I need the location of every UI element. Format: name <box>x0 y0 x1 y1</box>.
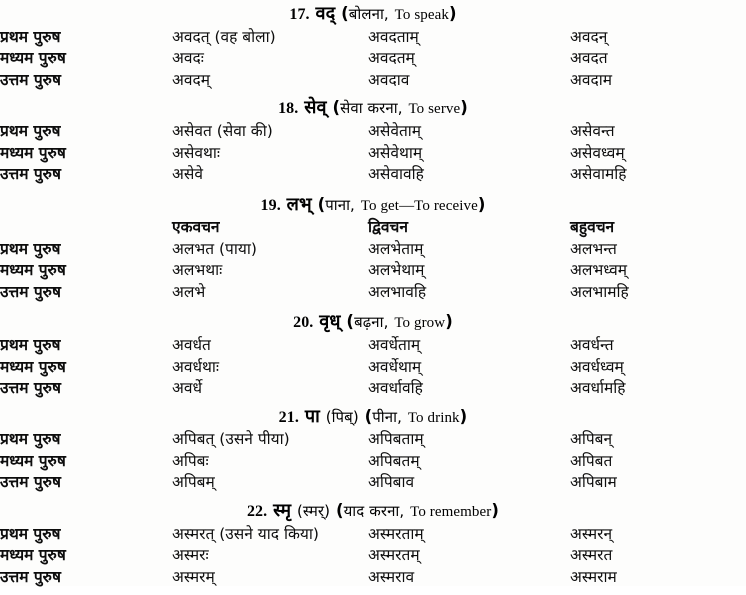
cell-singular: अवदः <box>172 49 204 68</box>
table-row <box>0 451 746 473</box>
cell-dual: अलभेथाम् <box>368 261 425 280</box>
table-row <box>0 260 746 282</box>
conjugation-table <box>0 524 746 589</box>
cell-singular: अवर्धत <box>172 336 211 355</box>
section-heading: 21. पा (पिब्) (पीना, To drink) <box>278 405 468 427</box>
cell-dual: अपिबाव <box>368 473 415 492</box>
table-row <box>0 472 746 494</box>
section-heading: 19. लभ् (पाना, To get—To receive) <box>260 193 486 215</box>
table-row <box>0 335 746 357</box>
table-row <box>0 567 746 589</box>
table-row <box>0 121 746 143</box>
cell-plural: अवदत <box>570 49 608 68</box>
section-spacer <box>0 400 746 407</box>
section-number: 20. <box>293 314 314 332</box>
person-label: मध्यम पुरुष <box>0 546 66 565</box>
verb-section <box>0 501 746 595</box>
person-label: उत्तम पुरुष <box>0 282 61 301</box>
cell-plural: असेवध्वम् <box>570 143 625 162</box>
conjugation-table <box>0 335 746 400</box>
section-heading: 18. सेव् (सेवा करना, To serve) <box>278 97 468 119</box>
cell-singular: अस्मरः <box>172 546 209 565</box>
cell-plural: असेवामहि <box>570 165 627 184</box>
gloss-english: To get—To receive <box>360 197 478 214</box>
gloss-hindi: याद करना, <box>343 501 405 520</box>
cell-plural: अपिबत <box>570 451 613 470</box>
verb-alt-root: (स्मर्) <box>296 501 331 520</box>
section-spacer <box>0 303 746 312</box>
gloss-hindi: पीना, <box>372 407 402 426</box>
table-row <box>0 545 746 567</box>
cell-singular: अपिबम् <box>172 473 215 492</box>
cell-singular: असेवे <box>172 165 203 184</box>
verb-root: लभ् <box>286 193 312 215</box>
table-row <box>0 378 746 400</box>
conjugation-table <box>0 429 746 494</box>
cell-dual: अपिबताम् <box>368 430 424 449</box>
cell-plural: अवदाम <box>570 70 612 89</box>
section-number: 17. <box>289 6 310 23</box>
table-row <box>0 164 746 186</box>
person-label: प्रथम पुरुष <box>0 524 61 543</box>
person-label: मध्यम पुरुष <box>0 451 66 470</box>
cell-dual: अलभेताम् <box>368 239 424 258</box>
gloss-hindi: पाना, <box>325 195 355 214</box>
cell-singular: अपिबत् (उसने पीया) <box>172 430 290 449</box>
cell-dual: अवर्धेथाम् <box>368 357 422 376</box>
section-number: 21. <box>278 408 299 426</box>
sections-container <box>0 4 746 595</box>
section-number: 22. <box>246 502 268 520</box>
person-label: मध्यम पुरुष <box>0 143 66 162</box>
table-row <box>0 239 746 261</box>
person-label: प्रथम पुरुष <box>0 122 61 141</box>
person-label: प्रथम पुरुष <box>0 27 61 46</box>
section-spacer <box>0 494 746 501</box>
verb-section <box>0 195 746 313</box>
person-label: उत्तम पुरुष <box>0 70 61 89</box>
cell-singular: अस्मरत् (उसने याद किया) <box>172 524 319 543</box>
cell-plural: अवर्धामहि <box>570 379 626 398</box>
cell-singular: अवर्धथाः <box>172 357 220 376</box>
cell-plural: असेवन्त <box>570 122 615 141</box>
verb-section <box>0 98 746 194</box>
section-heading: 22. स्मृ (स्मर्) (याद करना, To remember) <box>246 499 500 521</box>
cell-singular: अलभथाः <box>172 261 223 280</box>
column-header-dual: द्विवचन <box>368 218 408 237</box>
cell-singular: अवदत् (वह बोला) <box>172 27 276 46</box>
verb-root: वद् <box>315 3 336 24</box>
cell-dual: अवदताम् <box>368 27 419 46</box>
table-row <box>0 282 746 304</box>
verb-section <box>0 4 746 98</box>
cell-dual: अस्मरताम् <box>368 524 424 543</box>
cell-singular: अस्मरम् <box>172 567 215 586</box>
gloss-hindi: बोलना, <box>348 5 389 23</box>
cell-dual: अवर्धावहि <box>368 379 423 398</box>
cell-singular: असेवथाः <box>172 143 220 162</box>
cell-dual: असेवावहि <box>368 165 424 184</box>
person-label: प्रथम पुरुष <box>0 430 61 449</box>
gloss-english: To drink <box>407 409 460 426</box>
verb-section <box>0 407 746 501</box>
cell-singular: अपिबः <box>172 451 209 470</box>
gloss-english: To speak <box>394 7 449 23</box>
verb-root: स्मृ <box>273 499 292 521</box>
person-label: मध्यम पुरुष <box>0 261 66 280</box>
table-row <box>0 48 746 70</box>
column-header-blank <box>0 217 172 239</box>
cell-singular: अलभे <box>172 282 206 301</box>
cell-plural: अवदन् <box>570 27 608 46</box>
cell-dual: अस्मराव <box>368 567 415 586</box>
column-header-singular: एकवचन <box>172 218 220 237</box>
gloss-hindi: सेवा करना, <box>340 99 403 118</box>
cell-dual: अस्मरतम् <box>368 546 420 565</box>
table-row <box>0 429 746 451</box>
table-header-row <box>0 217 746 239</box>
gloss-english: To grow <box>394 315 446 332</box>
table-row <box>0 357 746 379</box>
person-label: प्रथम पुरुष <box>0 336 61 355</box>
cell-plural: अवर्धध्वम् <box>570 357 624 376</box>
conjugation-table <box>0 217 746 303</box>
section-heading: 20. वृध् (बढ़ना, To grow) <box>293 311 453 333</box>
table-row <box>0 70 746 92</box>
verb-section <box>0 312 746 406</box>
cell-dual: अवदाव <box>368 70 410 89</box>
conjugation-table <box>0 121 746 186</box>
verb-root: वृध् <box>319 311 341 333</box>
person-label: मध्यम पुरुष <box>0 357 66 376</box>
table-row <box>0 27 746 49</box>
column-header-plural: बहुवचन <box>570 218 615 237</box>
table-row <box>0 524 746 546</box>
verb-alt-root: (पिब्) <box>325 407 359 426</box>
gloss-english: To remember <box>410 503 492 520</box>
cell-singular: असेवत (सेवा की) <box>172 122 273 141</box>
cell-plural: अलभन्त <box>570 239 617 258</box>
person-label: उत्तम पुरुष <box>0 473 61 492</box>
verb-root: पा <box>304 405 320 427</box>
person-label: उत्तम पुरुष <box>0 567 61 586</box>
section-number: 19. <box>260 196 281 214</box>
gloss-hindi: बढ़ना, <box>354 313 389 332</box>
person-label: उत्तम पुरुष <box>0 379 61 398</box>
section-heading: 17. वद् (बोलना, To speak) <box>289 3 457 24</box>
cell-dual: अवर्धेताम् <box>368 336 421 355</box>
cell-dual: असेवेताम् <box>368 122 422 141</box>
cell-plural: अस्मरन् <box>570 524 613 543</box>
cell-plural: अपिबाम <box>570 473 617 492</box>
section-number: 18. <box>278 100 299 118</box>
cell-dual: अपिबतम् <box>368 451 420 470</box>
cell-singular: अवदम् <box>172 70 210 89</box>
cell-plural: अस्मरत <box>570 546 613 565</box>
cell-plural: अलभामहि <box>570 282 629 301</box>
section-spacer <box>0 588 746 595</box>
section-spacer <box>0 186 746 195</box>
cell-dual: अवदतम् <box>368 49 415 68</box>
person-label: उत्तम पुरुष <box>0 165 61 184</box>
table-row <box>0 143 746 165</box>
conjugation-table <box>0 27 746 92</box>
person-label: प्रथम पुरुष <box>0 239 61 258</box>
gloss-english: To serve <box>408 101 461 118</box>
verb-root: सेव् <box>304 97 327 119</box>
cell-plural: अपिबन् <box>570 430 613 449</box>
cell-plural: अलभध्वम् <box>570 261 627 280</box>
cell-plural: अस्मराम <box>570 567 617 586</box>
cell-dual: अलभावहि <box>368 282 427 301</box>
cell-plural: अवर्धन्त <box>570 336 614 355</box>
cell-dual: असेवेथाम् <box>368 143 423 162</box>
person-label: मध्यम पुरुष <box>0 49 66 68</box>
cell-singular: अलभत (पाया) <box>172 239 257 258</box>
section-spacer <box>0 91 746 98</box>
cell-singular: अवर्धे <box>172 379 202 398</box>
